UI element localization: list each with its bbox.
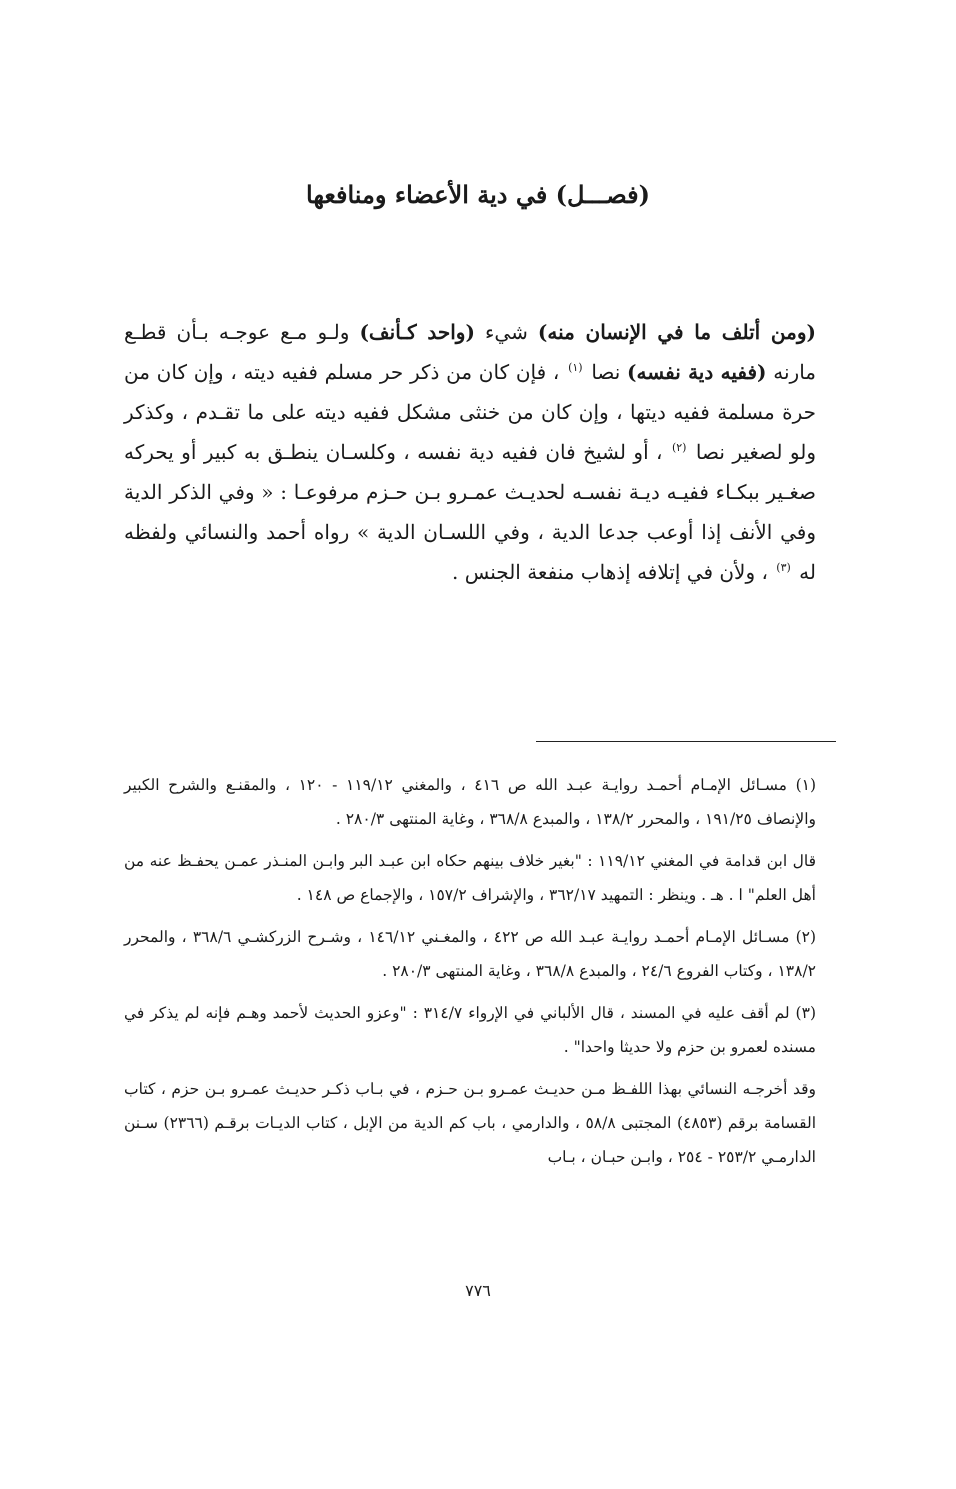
bold-phrase-1: (ومن أتلف ما في الإنسان منه) (537, 320, 816, 344)
footnote-separator (536, 741, 836, 742)
text-run-3: نصا (584, 360, 628, 384)
text-run-2: ولـو مـع عوجـه بـأن قطـع مارنه (124, 320, 816, 384)
bold-phrase-3: (ففيه دية نفسه) (627, 360, 767, 384)
text-run-6: ، ولأن في إتلافه إذهاب منفعة الجنس . (452, 560, 775, 584)
text-run-1: شيء (474, 320, 538, 344)
footnote-1-continuation: قال ابن قدامة في المغني ١١٩/١٢ : "بغير خلاف بينهم حكاه ابن عبـد البر وابـن المنـذر عمـن يحفـظ عنه من أهل العلم" ا . هـ . وينظر : التمهيد ٣٦٢/١٧ ، والإشراف ١٥٧/٢ ، والإجماع ص ١٤٨ . (124, 852, 817, 904)
footnote-3-continuation: وقد أخرجـه النسائي بهذا اللفـظ مـن حديـث عمـرو بـن حـزم ، في بـاب ذكـر حديـث عمـرو بـن حزم ، كتاب القسامة برقم (٤٨٥٣) المجتبى ٥٨/٨ ، والدارمي ، باب كم الدية من الإبل ، كتاب الديـات برقـم (٢٣٦٦) سـنن الدارمـي ٢٥٣/٢ - ٢٥٤ ، وابـن حبـان ، بـاب (124, 1080, 816, 1166)
footnote-3: (٣) لم أقف عليه في المسند ، قال الألباني في الإرواء ٣١٤/٧ : "وعزو الحديث لأحمد وهـم فإنه لم يذكر في مسنده لعمرو بن حزم ولا حديثا واحدا" . (124, 1004, 816, 1056)
footnote-ref-2[interactable]: (٢) (671, 441, 687, 455)
text-run-4: ، فإن كان من ذكر حر مسلم ففيه ديته ، وإن كان من حرة مسلمة ففيه ديتها ، وإن كان من خنثى مشكل ففيه ديته على ما تقـدم ، وكذكر ولو لصغير نصا (124, 360, 816, 464)
page-number: ٧٧٦ (465, 1281, 491, 1300)
bold-phrase-2: (واحد كـأنف) (359, 320, 475, 344)
footnote-2: (٢) مسـائل الإمـام أحمـد روايـة عبـد الله ص ٤٢٢ ، والمغـني ١٤٦/١٢ ، وشـرح الزركشـي ٣٦٨/٦ ، والمحرر ١٣٨/٢ ، وكتاب الفروع ٢٤/٦ ، والمبدع ٣٦٨/٨ ، وغاية المنتهى ٢٨٠/٣ . (124, 928, 817, 980)
footnote-ref-3[interactable]: (٣) (776, 561, 791, 575)
main-paragraph (124, 312, 816, 592)
section-title: (فصـــل) في دية الأعضاء ومنافعها (306, 180, 650, 209)
text-run-5: ، أو لشيخ فان ففيه دية نفسه ، وكلسـان ينطـق به كبير أو يحركه صغـير ببكـاء ففيـه ديـة نفسـه لحديـث عمـرو بـن حـزم مرفوعـا : « وفي الذكر الدية وفي الأنف إذا أوعب جدعا الدية ، وفي اللسـان الدية » رواه أحمد والنسائي ولفظه له (124, 440, 816, 584)
footnote-1: (١) مسـائل الإمـام أحمـد روايـة عبـد الله ص ٤١٦ ، والمغني ١١٩/١٢ - ١٢٠ ، والمقنـع والشرح الكبير والإنصاف ١٩١/٢٥ ، والمحرر ١٣٨/٢ ، والمبدع ٣٦٨/٨ ، وغاية المنتهى ٢٨٠/٣ . (124, 776, 817, 828)
footnotes (124, 768, 816, 1182)
footnote-ref-1[interactable]: (١) (568, 361, 583, 375)
